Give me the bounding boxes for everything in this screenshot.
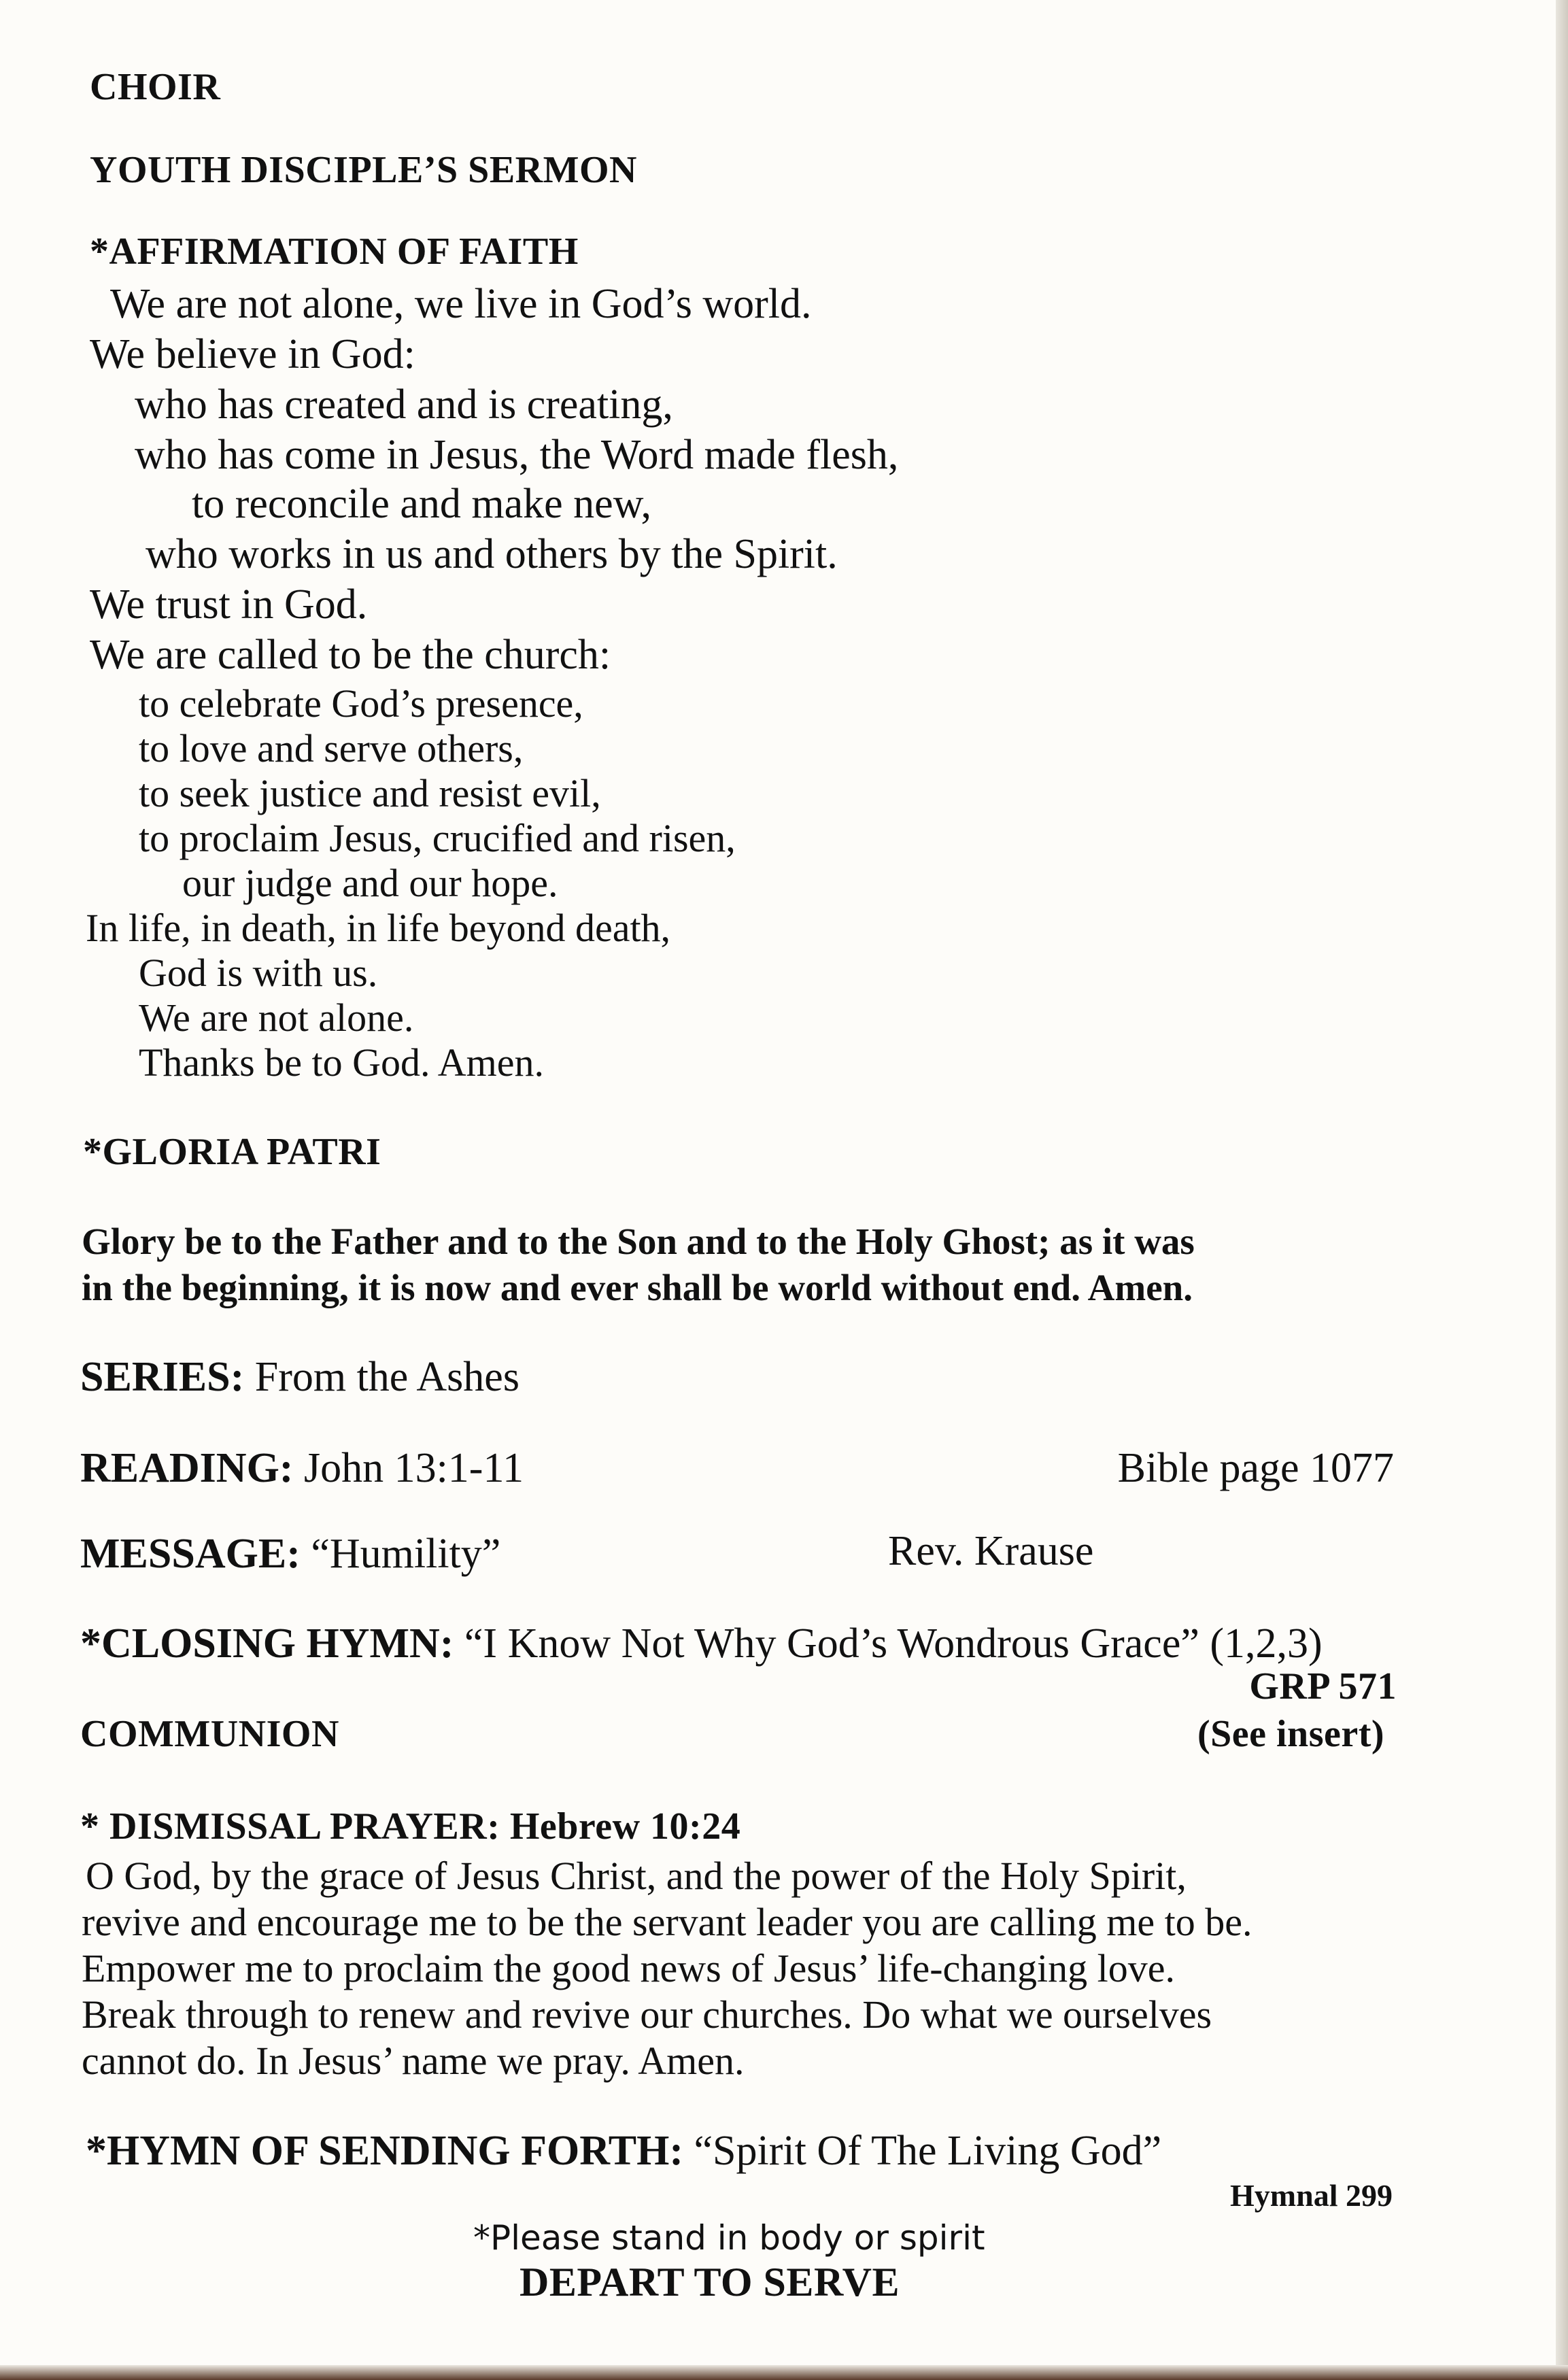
dismissal-line: revive and encourage me to be the servant leader you are calling me to be.: [82, 1900, 1252, 1944]
reading-value: John 13:1-11: [293, 1445, 524, 1491]
affirmation-line: to proclaim Jesus, crucified and risen,: [139, 816, 736, 860]
closing-hymn-line: [80, 1622, 1323, 1665]
dismissal-heading: * DISMISSAL PRAYER: Hebrew 10:24: [80, 1805, 741, 1848]
series-label: SERIES:: [80, 1354, 245, 1400]
affirmation-line: God is with us.: [139, 951, 378, 995]
sending-hymn-label: *HYMN OF SENDING FORTH:: [86, 2128, 684, 2174]
affirmation-line: to reconcile and make new,: [192, 481, 651, 527]
message-speaker: Rev. Krause: [888, 1528, 1094, 1574]
series-value: From the Ashes: [244, 1354, 519, 1400]
affirmation-line: our judge and our hope.: [182, 861, 558, 905]
closing-hymn-ref: GRP 571: [1249, 1665, 1397, 1707]
paper-edge-right: [1556, 0, 1568, 2380]
affirmation-line: who has come in Jesus, the Word made flesh,: [135, 432, 899, 478]
affirmation-line: In life, in death, in life beyond death,: [86, 906, 671, 950]
choir-heading: CHOIR: [90, 66, 221, 108]
affirmation-line: We believe in God:: [90, 331, 415, 377]
paper-edge-bottom: [0, 2365, 1568, 2380]
affirmation-line: to love and serve others,: [139, 726, 524, 770]
affirmation-line: to celebrate God’s presence,: [139, 681, 583, 726]
dismissal-line: Break through to renew and revive our churches. Do what we ourselves: [82, 1992, 1212, 2037]
message-value: “Humility”: [300, 1531, 501, 1577]
series-line: [80, 1356, 519, 1398]
affirmation-line: who works in us and others by the Spirit.: [146, 531, 838, 577]
communion-heading: COMMUNION: [80, 1713, 339, 1755]
closing-hymn-value: “I Know Not Why God’s Wondrous Grace” (1,2,3): [454, 1620, 1323, 1667]
affirmation-line: We are not alone.: [139, 996, 414, 1040]
closing-hymn-label: *CLOSING HYMN:: [80, 1620, 454, 1667]
sending-hymn-ref: Hymnal 299: [1230, 2178, 1393, 2213]
affirmation-line: We are called to be the church:: [90, 632, 611, 678]
depart-to-serve: DEPART TO SERVE: [519, 2260, 900, 2305]
stand-note: *Please stand in body or spirit: [473, 2218, 985, 2258]
sending-hymn-value: “Spirit Of The Living God”: [683, 2128, 1162, 2174]
message-line: [80, 1533, 500, 1575]
reading-page: Bible page 1077: [1117, 1445, 1394, 1491]
affirmation-line: We are not alone, we live in God’s world.: [110, 281, 812, 327]
affirmation-line: We trust in God.: [90, 581, 368, 628]
affirmation-line: Thanks be to God. Amen.: [139, 1040, 545, 1085]
sending-hymn-line: [86, 2130, 1161, 2172]
dismissal-line: O God, by the grace of Jesus Christ, and the power of the Holy Spirit,: [86, 1854, 1187, 1898]
affirmation-heading: *AFFIRMATION OF FAITH: [90, 231, 579, 273]
affirmation-line: to seek justice and resist evil,: [139, 771, 601, 815]
gloria-line: Glory be to the Father and to the Son and to the Holy Ghost; as it was: [82, 1221, 1195, 1262]
message-label: MESSAGE:: [80, 1531, 301, 1577]
dismissal-line: Empower me to proclaim the good news of Jesus’ life-changing love.: [82, 1946, 1175, 1990]
gloria-line: in the beginning, it is now and ever shall be world without end. Amen.: [82, 1267, 1193, 1308]
youth-sermon-heading: YOUTH DISCIPLE’S SERMON: [90, 149, 637, 191]
reading-line: [80, 1447, 524, 1489]
gloria-heading: *GLORIA PATRI: [83, 1131, 381, 1173]
dismissal-line: cannot do. In Jesus’ name we pray. Amen.: [82, 2039, 745, 2083]
affirmation-line: who has created and is creating,: [135, 381, 673, 428]
communion-note: (See insert): [1197, 1713, 1384, 1755]
reading-label: READING:: [80, 1445, 294, 1491]
